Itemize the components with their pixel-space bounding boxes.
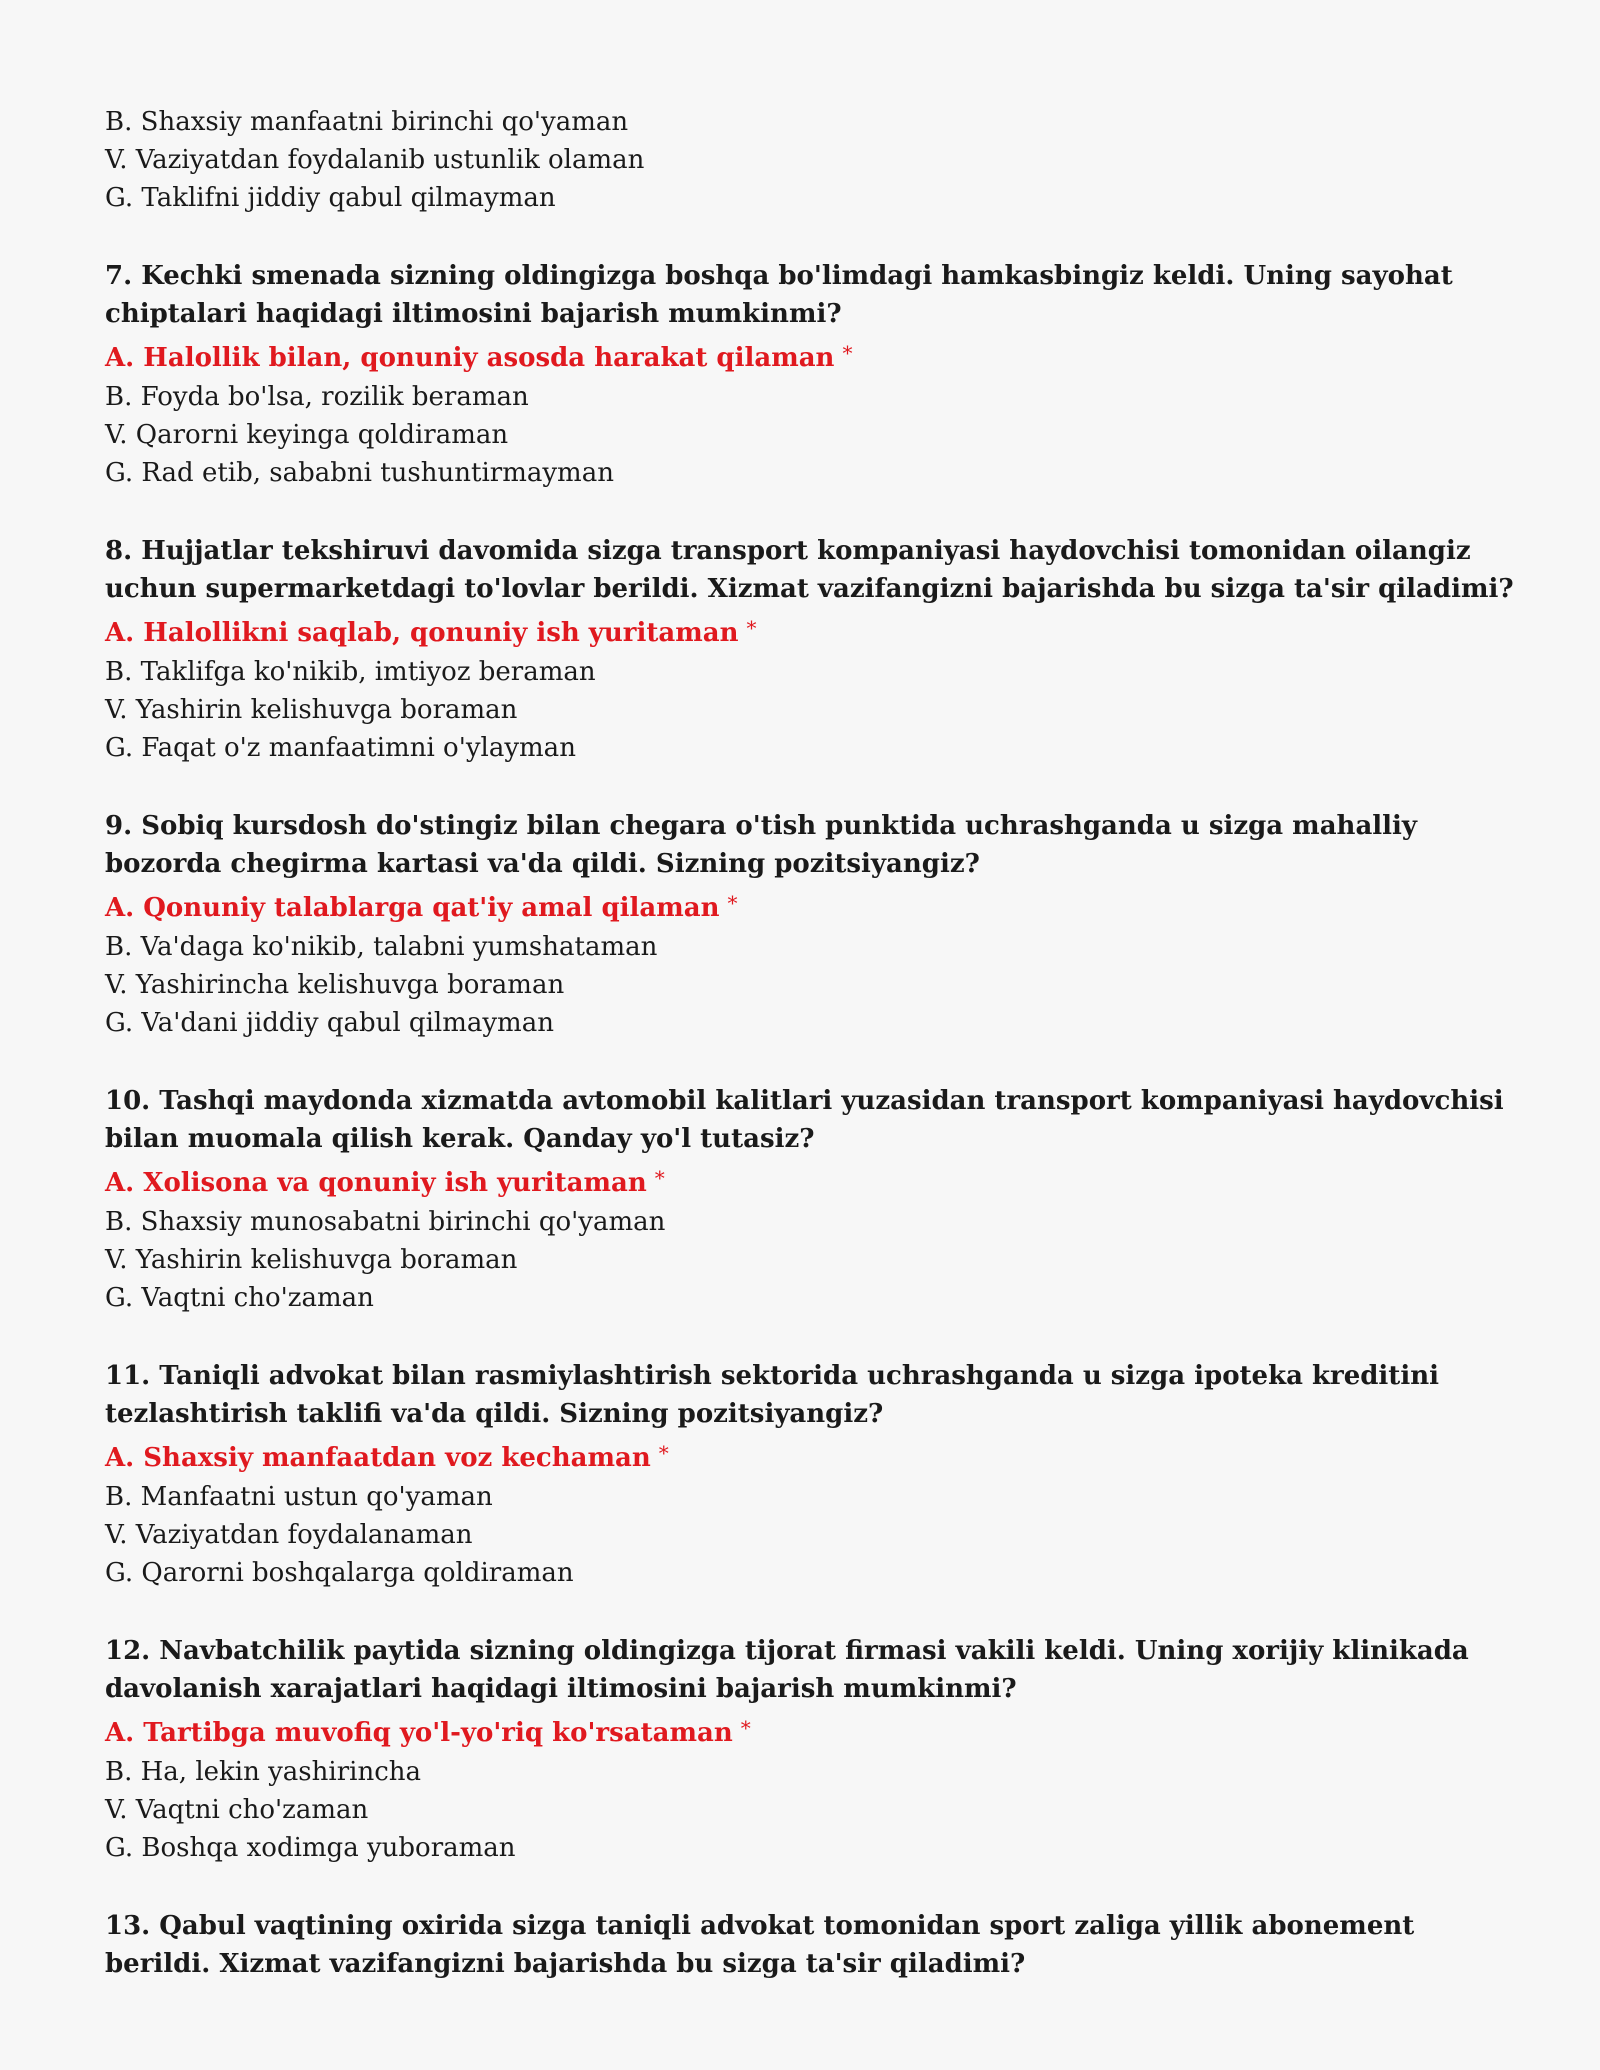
asterisk-marker: *: [658, 1441, 669, 1465]
question-block-12: [105, 1632, 1520, 1867]
correct-answer: [105, 333, 1520, 378]
question-block-8: [105, 532, 1520, 767]
asterisk-marker: *: [842, 341, 853, 365]
correct-answer: [105, 1433, 1520, 1478]
option-g: G. Vaqtni cho'zaman: [105, 1283, 374, 1313]
option-g: G. Va'dani jiddiy qabul qilmayman: [105, 1008, 554, 1038]
asterisk-marker: *: [746, 616, 757, 640]
option-v: V. Vaziyatdan foydalanib ustunlik olaman: [105, 145, 645, 175]
asterisk-marker: *: [727, 891, 738, 915]
option-b: B. Taklifga ko'nikib, imtiyoz beraman: [105, 657, 596, 687]
correct-answer: [105, 1158, 1520, 1203]
option-v: V. Yashirincha kelishuvga boraman: [105, 970, 565, 1000]
question-block-13: [105, 1907, 1520, 1983]
option-v: V. Vaqtni cho'zaman: [105, 1795, 369, 1825]
question-block-7: [105, 257, 1520, 492]
question-block-10: [105, 1082, 1520, 1317]
correct-answer-text: A. Halollik bilan, qonuniy asosda harakat qilaman: [105, 343, 835, 373]
correct-answer: [105, 608, 1520, 653]
option-b: B. Shaxsiy munosabatni birinchi qo'yaman: [105, 1207, 666, 1237]
question-text: 8. Hujjatlar tekshiruvi davomida sizga transport kompaniyasi haydovchisi tomonidan oilangiz uchun supermarketdagi to'lovlar berildi. Xizmat vazifangizni bajarishda bu sizga ta'sir qiladimi?: [105, 536, 1514, 604]
question-block-11: [105, 1357, 1520, 1592]
question-text: 10. Tashqi maydonda xizmatda avtomobil kalitlari yuzasidan transport kompaniyasi haydovchisi bilan muomala qilish kerak. Qanday yo'l tutasiz?: [105, 1086, 1504, 1154]
option-b: B. Ha, lekin yashirincha: [105, 1757, 422, 1787]
correct-answer-text: A. Halollikni saqlab, qonuniy ish yuritaman: [105, 618, 739, 648]
correct-answer-text: A. Qonuniy talablarga qat'iy amal qilaman: [105, 893, 720, 923]
option-g: G. Rad etib, sababni tushuntirmayman: [105, 458, 614, 488]
correct-answer: [105, 883, 1520, 928]
correct-answer: [105, 1708, 1520, 1753]
question-text: 9. Sobiq kursdosh do'stingiz bilan chegara o'tish punktida uchrashganda u sizga mahalliy bozorda chegirma kartasi va'da qildi. Sizning pozitsiyangiz?: [105, 811, 1418, 879]
option-g: G. Taklifni jiddiy qabul qilmayman: [105, 183, 556, 213]
asterisk-marker: *: [654, 1166, 665, 1190]
option-b: B. Manfaatni ustun qo'yaman: [105, 1482, 493, 1512]
option-g: G. Boshqa xodimga yuboraman: [105, 1833, 516, 1863]
option-v: V. Vaziyatdan foydalanaman: [105, 1520, 473, 1550]
question-block-9: [105, 807, 1520, 1042]
question-text: 13. Qabul vaqtining oxirida sizga taniqli advokat tomonidan sport zaliga yillik abonement berildi. Xizmat vazifangizni bajarishda bu sizga ta'sir qiladimi?: [105, 1911, 1415, 1979]
option-b: B. Foyda bo'lsa, rozilik beraman: [105, 382, 529, 412]
correct-answer-text: A. Tartibga muvofiq yo'l-yo'riq ko'rsataman: [105, 1718, 733, 1748]
carryover-options: [105, 103, 1520, 217]
option-g: G. Qarorni boshqalarga qoldiraman: [105, 1558, 574, 1588]
correct-answer-text: A. Xolisona va qonuniy ish yuritaman: [105, 1168, 647, 1198]
question-text: 7. Kechki smenada sizning oldingizga boshqa bo'limdagi hamkasbingiz keldi. Uning sayohat chiptalari haqidagi iltimosini bajarish mumkinmi?: [105, 261, 1453, 329]
question-text: 12. Navbatchilik paytida sizning oldingizga tijorat firmasi vakili keldi. Uning xorijiy klinikada davolanish xarajatlari haqidagi iltimosini bajarish mumkinmi?: [105, 1636, 1469, 1704]
asterisk-marker: *: [740, 1716, 751, 1740]
option-b: B. Va'daga ko'nikib, talabni yumshataman: [105, 932, 658, 962]
option-v: V. Qarorni keyinga qoldiraman: [105, 420, 509, 450]
option-g: G. Faqat o'z manfaatimni o'ylayman: [105, 733, 576, 763]
correct-answer-text: A. Shaxsiy manfaatdan voz kechaman: [105, 1443, 651, 1473]
option-v: V. Yashirin kelishuvga boraman: [105, 695, 518, 725]
option-b: B. Shaxsiy manfaatni birinchi qo'yaman: [105, 107, 629, 137]
option-v: V. Yashirin kelishuvga boraman: [105, 1245, 518, 1275]
question-text: 11. Taniqli advokat bilan rasmiylashtirish sektorida uchrashganda u sizga ipoteka kreditini tezlashtirish taklifi va'da qildi. Sizning pozitsiyangiz?: [105, 1361, 1439, 1429]
